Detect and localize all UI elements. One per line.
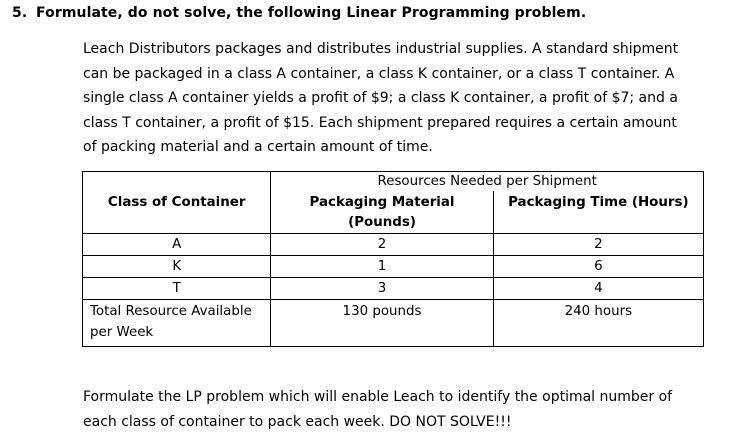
intro-line: class T container, a profit of $15. Each shipment prepared requires a certain amount bbox=[83, 114, 677, 131]
resource-table bbox=[82, 171, 704, 347]
cell-class: A bbox=[83, 234, 271, 256]
intro-line: single class A container yields a profit of $9; a class K container, a profit of $7; and a bbox=[83, 90, 678, 106]
table-header-row bbox=[83, 191, 704, 234]
intro-line: of packing material and a certain amount of time. bbox=[83, 139, 433, 155]
intro-line: can be packaged in a class A container, a class K container, or a class T container. A bbox=[83, 65, 675, 82]
total-label-line2: per Week bbox=[90, 325, 154, 340]
problem-heading bbox=[12, 5, 586, 21]
table-row bbox=[83, 278, 704, 300]
col-header-material-line1: Packaging Material bbox=[309, 195, 455, 210]
total-material: 130 pounds bbox=[271, 300, 493, 347]
total-time: 240 hours bbox=[493, 300, 703, 347]
cell-time: 6 bbox=[493, 256, 703, 278]
table-group-header-row bbox=[83, 172, 704, 192]
col-header-material-line2: (Pounds) bbox=[348, 215, 416, 230]
col-header-material bbox=[271, 191, 493, 234]
table-row bbox=[83, 234, 704, 256]
cell-material: 3 bbox=[271, 278, 493, 300]
total-label-line1: Total Resource Available bbox=[90, 304, 252, 319]
total-label bbox=[83, 300, 271, 347]
table-total-row bbox=[83, 300, 704, 347]
cell-material: 2 bbox=[271, 234, 493, 256]
table-row bbox=[83, 256, 704, 278]
col-header-class: Class of Container bbox=[83, 191, 271, 234]
cell-material: 1 bbox=[271, 256, 493, 278]
cell-class: T bbox=[83, 278, 271, 300]
closing-line: each class of container to pack each week. DO NOT SOLVE!!! bbox=[83, 413, 512, 430]
cell-time: 4 bbox=[493, 278, 703, 300]
intro-line: Leach Distributors packages and distributes industrial supplies. A standard shipment bbox=[83, 41, 679, 57]
cell-class: K bbox=[83, 256, 271, 278]
closing-line: Formulate the LP problem which will enable Leach to identify the optimal number of bbox=[83, 389, 673, 405]
group-header: Resources Needed per Shipment bbox=[271, 172, 704, 192]
problem-title: Formulate, do not solve, the following Linear Programming problem. bbox=[36, 5, 587, 21]
col-header-time: Packaging Time (Hours) bbox=[493, 191, 703, 234]
problem-number: 5. bbox=[12, 5, 28, 21]
closing-paragraph bbox=[83, 385, 723, 434]
intro-paragraph bbox=[83, 37, 723, 160]
cell-time: 2 bbox=[493, 234, 703, 256]
